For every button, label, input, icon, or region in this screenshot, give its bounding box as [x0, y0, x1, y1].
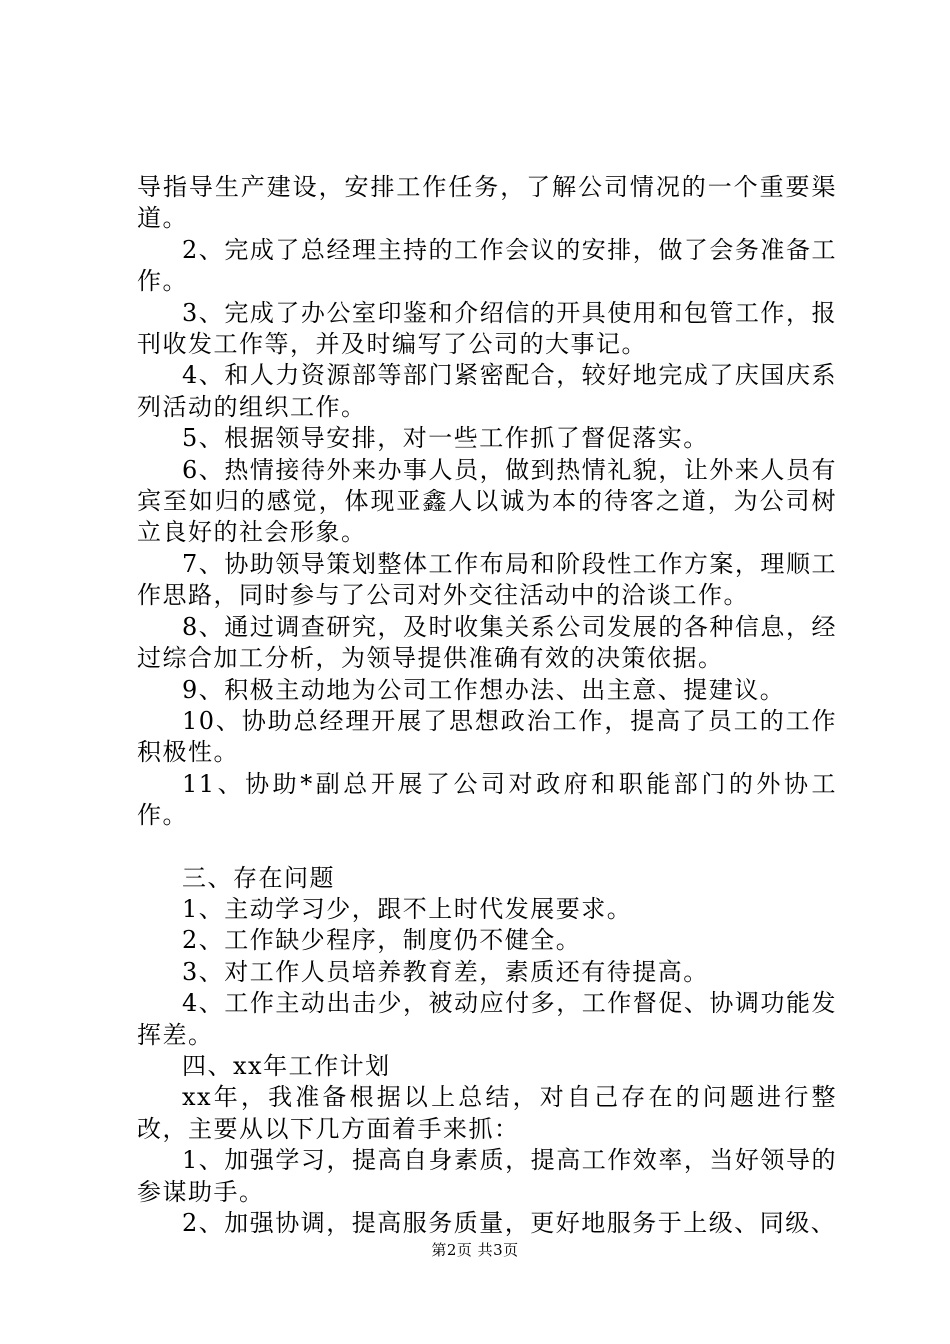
list-item-7: 7、协助领导策划整体工作布局和阶段性工作方案，理顺工作思路，同时参与了公司对外交往活动中的洽谈工作。 — [137, 549, 837, 610]
problem-item-2: 2、工作缺少程序，制度仍不健全。 — [182, 926, 582, 955]
section-heading-problems: 三、存在问题 — [182, 863, 335, 892]
paragraph-continuation: 导指导生产建设，安排工作任务，了解公司情况的一个重要渠道。 — [137, 173, 837, 233]
list-item-6: 6、热情接待外来办事人员，做到热情礼貌，让外来人员有宾至如归的感觉，体现亚鑫人以诚为本的待客之道，为公司树立良好的社会形象。 — [137, 455, 837, 547]
plan-intro: xx年，我准备根据以上总结，对自己存在的问题进行整改，主要从以下几方面着手来抓： — [137, 1083, 837, 1143]
list-item-10: 10、协助总经理开展了思想政治工作，提高了员工的工作积极性。 — [137, 706, 837, 767]
section-heading-plan: 四、xx年工作计划 — [182, 1051, 391, 1080]
list-item-11: 11、协助*副总开展了公司对政府和职能部门的外协工作。 — [137, 769, 837, 830]
list-item-9: 9、积极主动地为公司工作想办法、出主意、提建议。 — [182, 675, 786, 704]
list-item-5: 5、根据领导安排，对一些工作抓了督促落实。 — [182, 424, 709, 453]
list-item-4: 4、和人力资源部等部门紧密配合，较好地完成了庆国庆系列活动的组织工作。 — [137, 361, 837, 421]
problem-item-3: 3、对工作人员培养教育差，素质还有待提高。 — [182, 957, 709, 986]
list-item-2: 2、完成了总经理主持的工作会议的安排，做了会务准备工作。 — [137, 235, 837, 296]
list-item-8: 8、通过调查研究，及时收集关系公司发展的各种信息，经过综合加工分析，为领导提供准确有效的决策依据。 — [137, 612, 837, 673]
problem-item-1: 1、主动学习少，跟不上时代发展要求。 — [182, 894, 633, 923]
list-item-3: 3、完成了办公室印鉴和介绍信的开具使用和包管工作，报刊收发工作等，并及时编写了公司的大事记。 — [137, 298, 837, 359]
problem-item-4: 4、工作主动出击少，被动应付多，工作督促、协调功能发挥差。 — [137, 989, 837, 1049]
page-footer: 第2页 共3页 — [431, 1241, 519, 1259]
blank-line — [137, 832, 837, 863]
plan-item-1: 1、加强学习，提高自身素质，提高工作效率，当好领导的参谋助手。 — [137, 1146, 837, 1206]
document-body — [137, 172, 837, 1239]
plan-item-2: 2、加强协调，提高服务质量，更好地服务于上级、同级、 — [182, 1209, 837, 1237]
